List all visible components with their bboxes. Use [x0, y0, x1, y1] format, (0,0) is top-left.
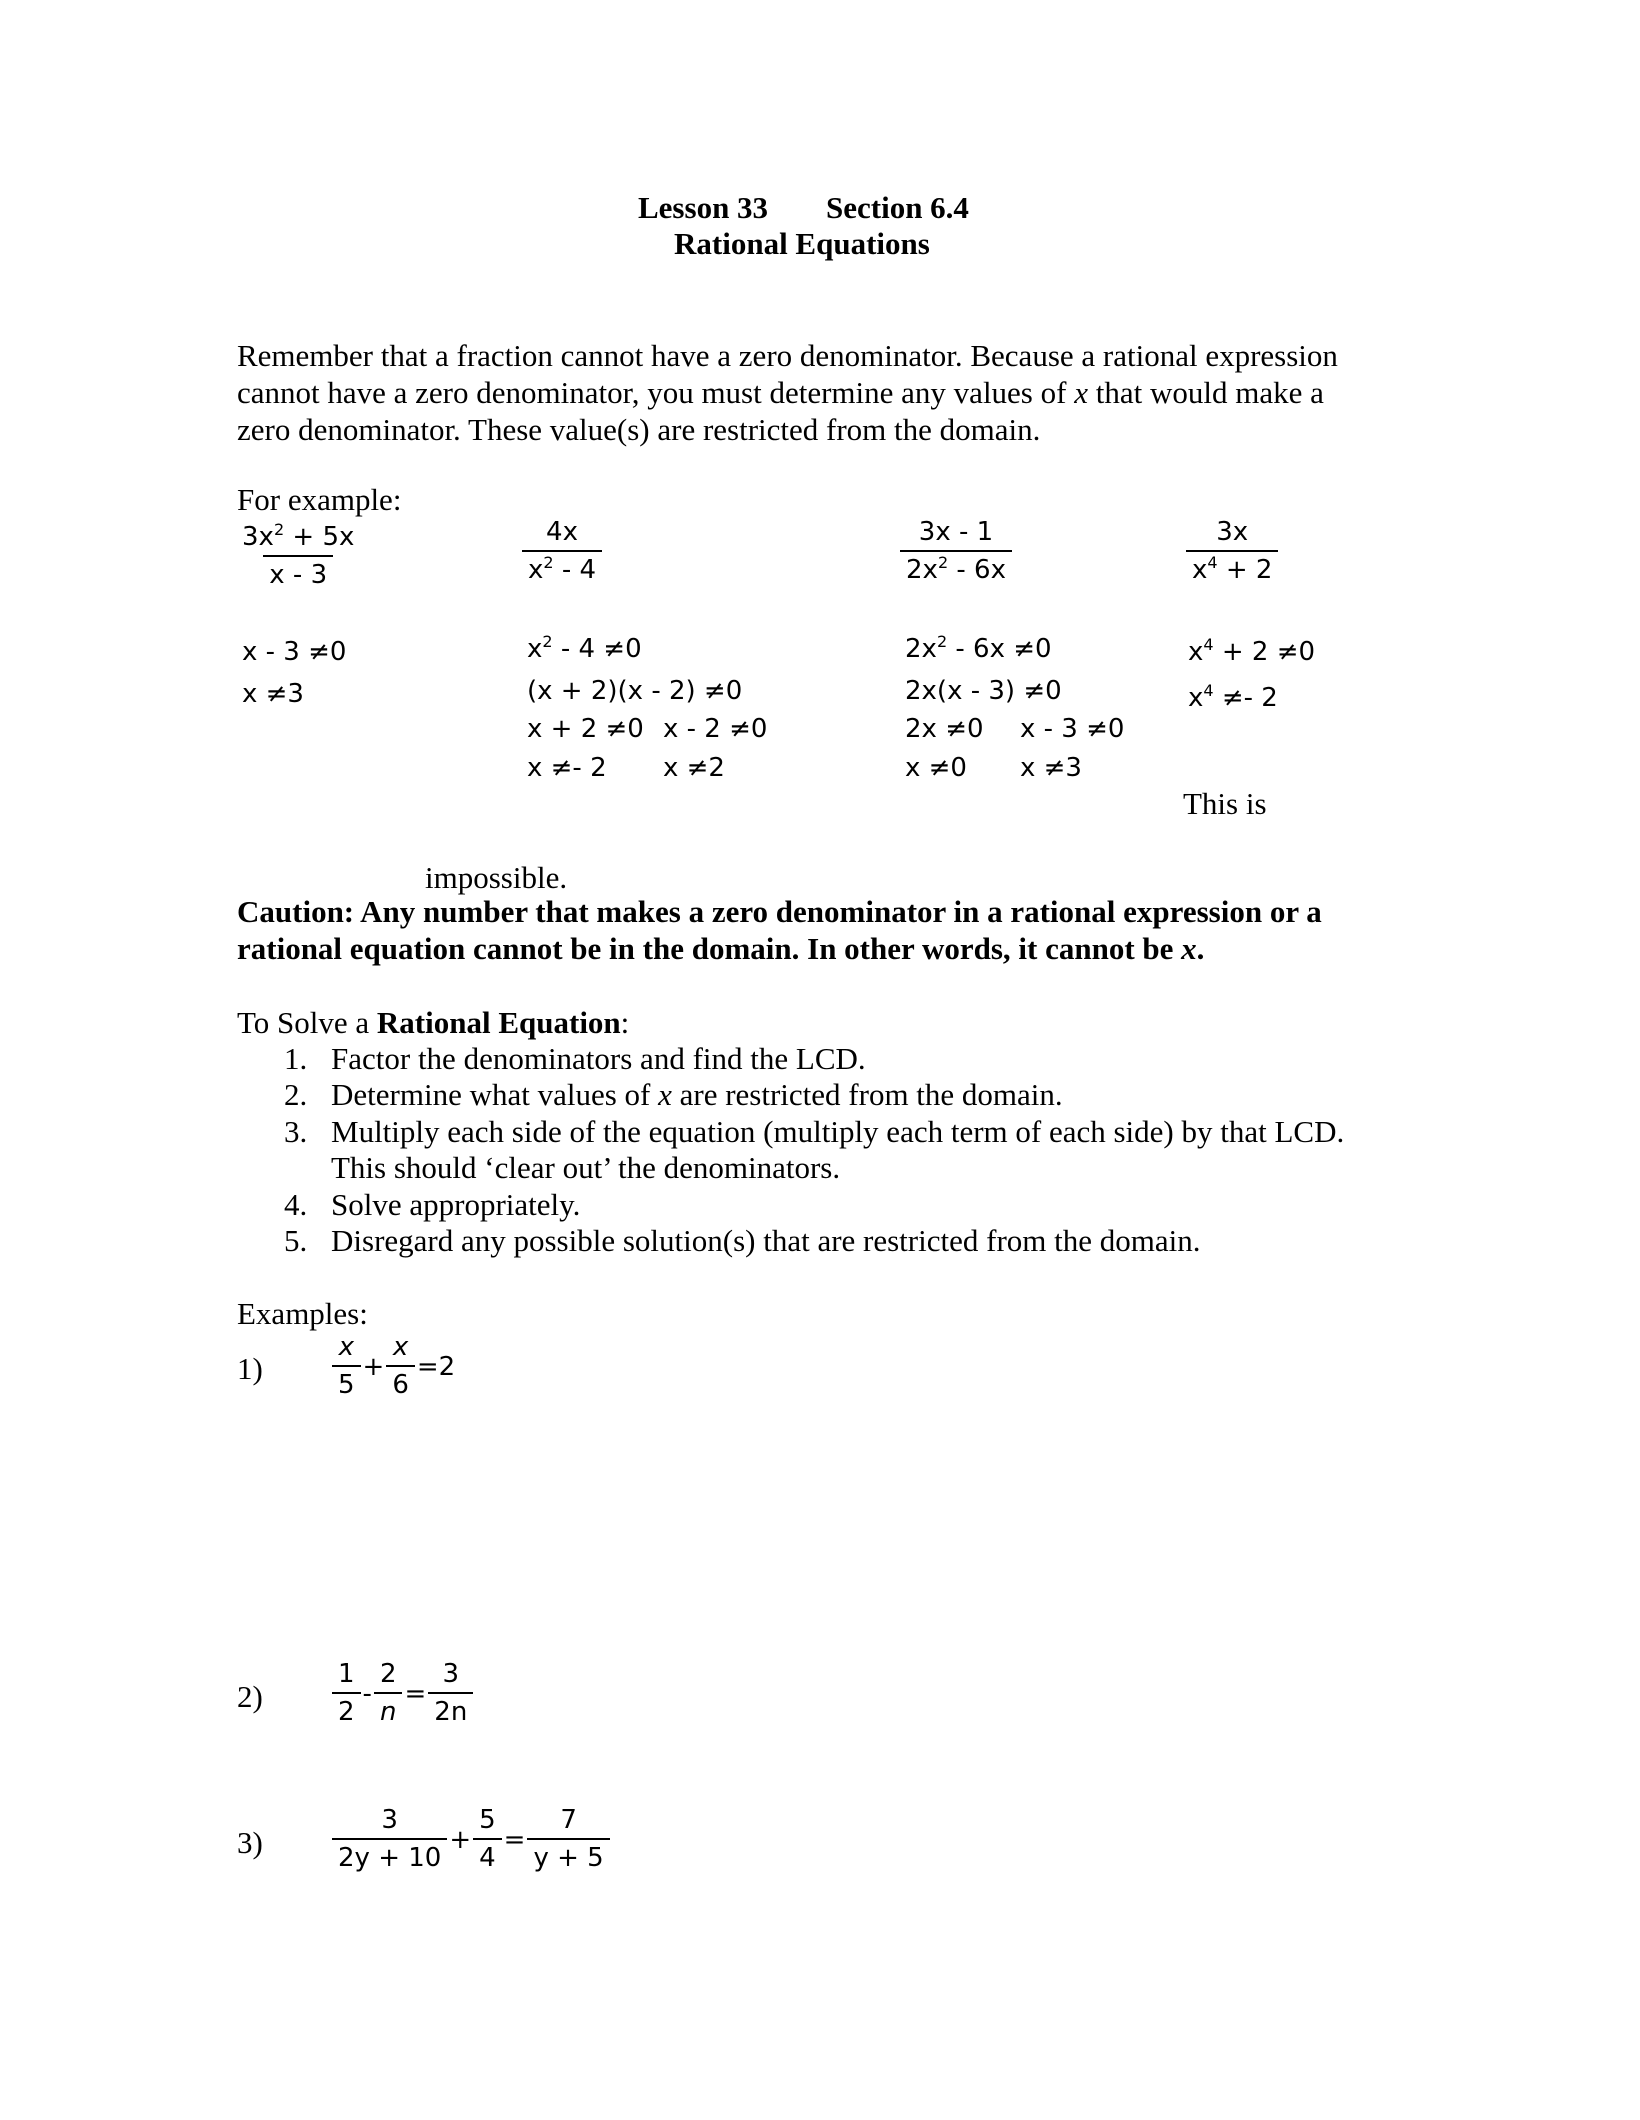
example-1-step-2: x ≠3: [242, 679, 304, 709]
impossible-text: impossible.: [425, 860, 568, 895]
example-2-step-4a: x ≠- 2: [527, 753, 607, 783]
example-3-step-4a: x ≠0: [905, 753, 967, 783]
example-3-step-4b: x ≠3: [1020, 753, 1082, 783]
example-4-step-2: $x^4 \ne- 2$: [1188, 681, 1278, 713]
this-is-text: This is: [1183, 786, 1267, 821]
example-2-step-4b: x ≠2: [663, 753, 725, 783]
example-1-fraction: $\frac{3x^2 + 5x}{x - 3}$: [242, 520, 355, 590]
caution-line-2: rational equation cannot be in the domain. In other words, it cannot be x.: [237, 931, 1205, 966]
example-3-step-3b: x - 3 ≠0: [1020, 714, 1125, 744]
problem-1-equation: $\frac{x}{5}$ + $\frac{x}{6}$ =2: [332, 1333, 457, 1401]
example-2-fraction: $\frac{4x}{x^2 - 4}$: [522, 518, 602, 586]
example-2-step-3a: x + 2 ≠0: [527, 714, 644, 744]
example-4-step-1: $x^4 + 2 \ne 0$: [1188, 635, 1316, 667]
examples-label: Examples:: [237, 1296, 368, 1331]
example-3-step-1: $2x^2 - 6x \ne 0$: [905, 632, 1052, 664]
example-3-fraction: $\frac{3x - 1}{2x^2 - 6x}$: [900, 518, 1012, 586]
example-4-fraction: $\frac{3x}{x^4 + 2}$: [1186, 518, 1278, 586]
intro-line-3: zero denominator. These value(s) are restricted from the domain.: [237, 412, 1041, 447]
problem-3-label: 3): [237, 1825, 263, 1860]
caution-line-1: Caution: Any number that makes a zero denominator in a rational expression or a: [237, 894, 1322, 929]
problem-3-equation: $\frac{3}{2y + 10}$ + $\frac{5}{4}$ = $\frac{7}{y + 5}$: [332, 1806, 610, 1874]
intro-paragraph: [237, 337, 1338, 448]
example-1-step-1: x - 3 ≠0: [242, 637, 347, 667]
intro-line-1: Remember that a fraction cannot have a zero denominator. Because a rational expression: [237, 338, 1338, 373]
page-title: Rational Equations: [674, 226, 930, 261]
example-3-step-2: 2x(x - 3) ≠0: [905, 676, 1062, 706]
for-example-label: For example:: [237, 482, 402, 517]
caution-paragraph: [237, 893, 1322, 967]
problem-2-label: 2): [237, 1679, 263, 1714]
lesson-number: Lesson 33: [638, 190, 769, 225]
example-2-step-2: (x + 2)(x - 2) ≠0: [527, 676, 743, 706]
problem-1-label: 1): [237, 1351, 263, 1386]
example-2-step-3b: x - 2 ≠0: [663, 714, 768, 744]
example-2-step-1: $x^2 - 4 \ne 0$: [527, 632, 642, 664]
section-number: Section 6.4: [826, 190, 969, 225]
problem-2-equation: $\frac{1}{2}$ - $\frac{2}{n}$ = $\frac{3}{2n}$: [332, 1660, 473, 1728]
solve-heading: To Solve a Rational Equation:: [237, 1005, 630, 1040]
example-3-step-3a: 2x ≠0: [905, 714, 984, 744]
intro-line-2: cannot have a zero denominator, you must determine any values of x that would make a: [237, 375, 1324, 410]
